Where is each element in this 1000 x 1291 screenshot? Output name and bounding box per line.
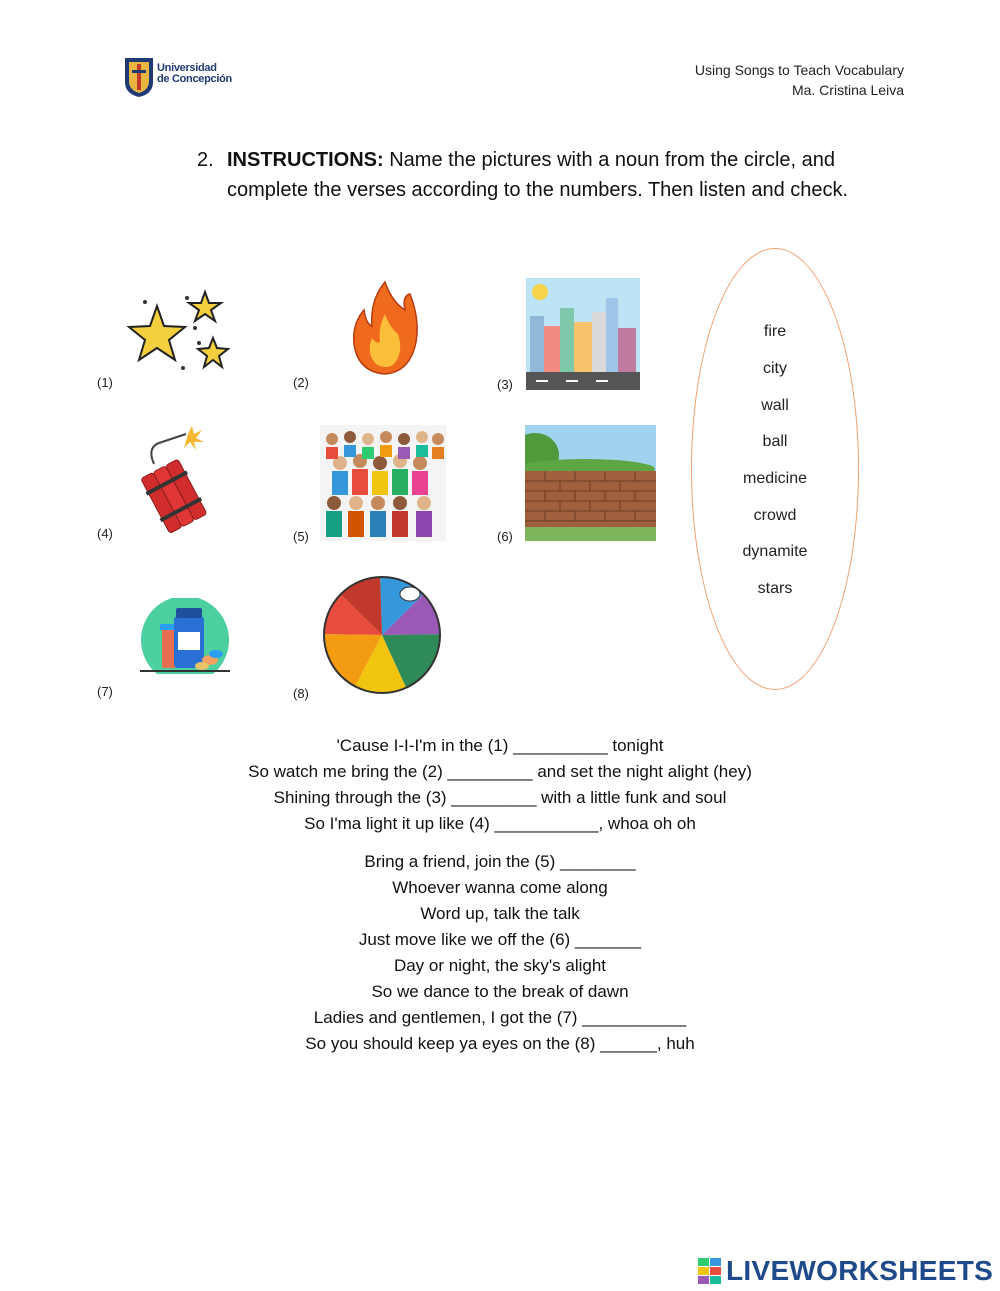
word-bank-item: wall bbox=[761, 397, 789, 414]
lyric-line: Day or night, the sky's alight bbox=[393, 956, 607, 975]
city-icon bbox=[526, 278, 640, 390]
medicine-icon bbox=[140, 598, 230, 674]
university-logo-icon bbox=[123, 56, 155, 98]
word-bank-item: stars bbox=[757, 580, 793, 597]
document-author: Ma. Cristina Leiva bbox=[791, 82, 904, 98]
document-title: Using Songs to Teach Vocabulary bbox=[694, 62, 904, 78]
fire-icon bbox=[350, 280, 420, 376]
footer-brand[interactable]: LIVEWORKSHEETS bbox=[726, 1255, 994, 1286]
word-bank-item: fire bbox=[763, 323, 787, 340]
instruction-text: Name the pictures with a noun from the circle, and complete the verses according to the numbers. Then listen and check. bbox=[227, 149, 849, 201]
wall-icon bbox=[525, 425, 656, 541]
stars-icon bbox=[125, 288, 235, 380]
document-header bbox=[695, 60, 904, 100]
picture-label-1: (1) bbox=[97, 375, 113, 390]
lyric-line: Whoever wanna come along bbox=[392, 878, 608, 897]
liveworksheets-logo-icon bbox=[698, 1258, 722, 1284]
lyric-line: Ladies and gentlemen, I got the (7) ___________ bbox=[313, 1008, 687, 1027]
lyric-line: So we dance to the break of dawn bbox=[371, 982, 629, 1001]
lyric-line: Just move like we off the (6) _______ bbox=[358, 930, 642, 949]
picture-label-2: (2) bbox=[293, 375, 309, 390]
word-bank-oval bbox=[691, 248, 859, 690]
instruction-label: INSTRUCTIONS: bbox=[227, 149, 384, 171]
picture-label-5: (5) bbox=[293, 529, 309, 544]
word-bank-item: ball bbox=[762, 433, 788, 450]
lyric-line: Bring a friend, join the (5) ________ bbox=[364, 852, 636, 871]
lyric-line: Word up, talk the talk bbox=[420, 904, 580, 923]
picture-label-3: (3) bbox=[497, 377, 513, 392]
word-bank-item: dynamite bbox=[742, 543, 808, 560]
lyric-line: So you should keep ya eyes on the (8) ______, huh bbox=[305, 1034, 695, 1053]
dynamite-icon bbox=[140, 424, 212, 534]
lyric-line: So I'ma light it up like (4) ___________, whoa oh oh bbox=[304, 814, 696, 833]
picture-label-4: (4) bbox=[97, 526, 113, 541]
lyric-line: Shining through the (3) _________ with a little funk and soul bbox=[273, 788, 727, 807]
lyric-line: So watch me bring the (2) _________ and set the night alight (hey) bbox=[248, 762, 752, 781]
word-bank-item: medicine bbox=[742, 470, 808, 487]
logo-text: Universidad de Concepción bbox=[157, 62, 232, 85]
picture-label-6: (6) bbox=[497, 529, 513, 544]
picture-label-8: (8) bbox=[293, 686, 309, 701]
word-bank-item: crowd bbox=[753, 507, 797, 524]
lyric-line: 'Cause I-I-I'm in the (1) __________ tonight bbox=[336, 736, 664, 755]
word-bank-item: city bbox=[763, 360, 787, 377]
picture-label-7: (7) bbox=[97, 684, 113, 699]
ball-icon bbox=[320, 574, 444, 696]
lyrics-verse-1 bbox=[150, 733, 850, 837]
instruction-number: 2. bbox=[197, 149, 214, 171]
lyrics-verse-2 bbox=[150, 849, 850, 1057]
instructions bbox=[197, 145, 877, 205]
crowd-icon bbox=[320, 425, 446, 541]
